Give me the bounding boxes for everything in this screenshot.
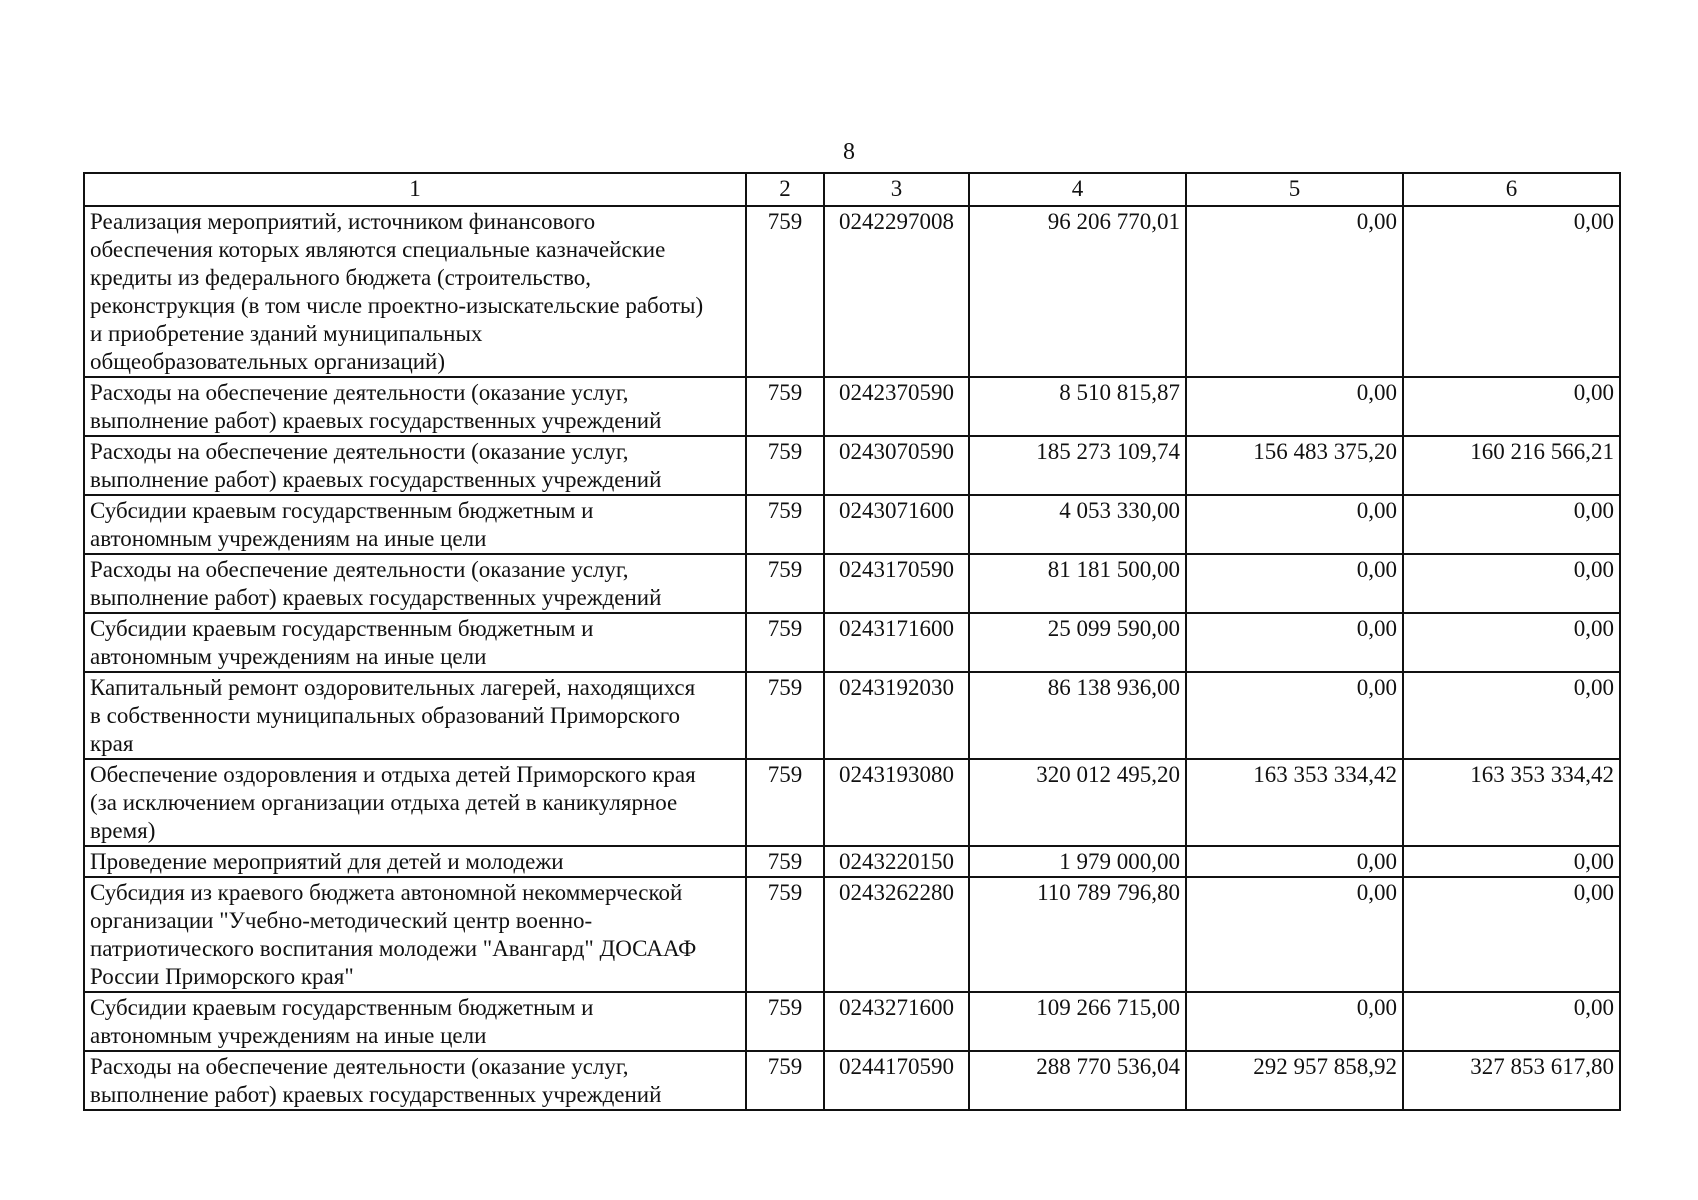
header-col-4: 4	[969, 173, 1186, 206]
row-amount-col5: 0,00	[1186, 992, 1403, 1051]
row-ministry-code: 759	[746, 759, 824, 846]
table-row	[84, 846, 1620, 877]
row-ministry-code: 759	[746, 613, 824, 672]
row-description	[84, 846, 746, 877]
row-description	[84, 436, 746, 495]
table-row	[84, 377, 1620, 436]
row-description-text: Обеспечение оздоровления и отдыха детей Приморского края (за исключением организации отдыха детей в каникулярное время)	[90, 762, 696, 843]
row-amount-col5: 0,00	[1186, 877, 1403, 992]
row-target-code: 0244170590	[824, 1051, 969, 1110]
row-amount-col4: 110 789 796,80	[969, 877, 1186, 992]
row-description	[84, 613, 746, 672]
row-target-code: 0242297008	[824, 206, 969, 377]
row-amount-col5: 163 353 334,42	[1186, 759, 1403, 846]
header-col-1: 1	[84, 173, 746, 206]
row-target-code: 0243070590	[824, 436, 969, 495]
table-row	[84, 436, 1620, 495]
row-description-text: Проведение мероприятий для детей и молодежи	[90, 849, 564, 874]
row-amount-col5: 0,00	[1186, 672, 1403, 759]
row-description-text: Расходы на обеспечение деятельности (оказание услуг, выполнение работ) краевых государственных учреждений	[90, 557, 662, 610]
row-amount-col4: 185 273 109,74	[969, 436, 1186, 495]
row-amount-col5: 0,00	[1186, 377, 1403, 436]
row-description	[84, 554, 746, 613]
row-description	[84, 206, 746, 377]
row-amount-col5: 0,00	[1186, 613, 1403, 672]
row-amount-col6: 0,00	[1403, 377, 1620, 436]
row-target-code: 0243170590	[824, 554, 969, 613]
row-description-text: Расходы на обеспечение деятельности (оказание услуг, выполнение работ) краевых государственных учреждений	[90, 439, 662, 492]
row-target-code: 0243271600	[824, 992, 969, 1051]
row-amount-col4: 25 099 590,00	[969, 613, 1186, 672]
row-ministry-code: 759	[746, 877, 824, 992]
table-row	[84, 877, 1620, 992]
row-ministry-code: 759	[746, 1051, 824, 1110]
row-amount-col6: 0,00	[1403, 992, 1620, 1051]
page-number: 8	[843, 139, 855, 165]
row-amount-col6: 0,00	[1403, 877, 1620, 992]
row-ministry-code: 759	[746, 992, 824, 1051]
table-row	[84, 992, 1620, 1051]
row-amount-col6: 0,00	[1403, 613, 1620, 672]
row-ministry-code: 759	[746, 436, 824, 495]
row-amount-col4: 109 266 715,00	[969, 992, 1186, 1051]
row-description	[84, 877, 746, 992]
row-target-code: 0243262280	[824, 877, 969, 992]
row-ministry-code: 759	[746, 554, 824, 613]
row-amount-col5: 0,00	[1186, 206, 1403, 377]
row-description-text: Расходы на обеспечение деятельности (оказание услуг, выполнение работ) краевых государственных учреждений	[90, 380, 662, 433]
row-target-code: 0243193080	[824, 759, 969, 846]
row-amount-col6: 327 853 617,80	[1403, 1051, 1620, 1110]
row-amount-col4: 86 138 936,00	[969, 672, 1186, 759]
row-target-code: 0243071600	[824, 495, 969, 554]
row-amount-col4: 288 770 536,04	[969, 1051, 1186, 1110]
table-row	[84, 672, 1620, 759]
row-amount-col4: 8 510 815,87	[969, 377, 1186, 436]
row-amount-col5: 0,00	[1186, 495, 1403, 554]
row-amount-col4: 1 979 000,00	[969, 846, 1186, 877]
row-description-text: Расходы на обеспечение деятельности (оказание услуг, выполнение работ) краевых государственных учреждений	[90, 1054, 662, 1107]
row-target-code: 0243192030	[824, 672, 969, 759]
row-description-text: Субсидия из краевого бюджета автономной некоммерческой организации "Учебно-методический центр военно- патриотического воспитания молодежи "Авангард" ДОСААФ России Приморского края"	[90, 880, 697, 989]
table-row	[84, 554, 1620, 613]
header-col-3: 3	[824, 173, 969, 206]
row-description	[84, 495, 746, 554]
row-amount-col4: 96 206 770,01	[969, 206, 1186, 377]
row-description-text: Капитальный ремонт оздоровительных лагерей, находящихся в собственности муниципальных образований Приморского края	[90, 675, 696, 756]
row-description	[84, 672, 746, 759]
row-target-code: 0242370590	[824, 377, 969, 436]
row-amount-col6: 0,00	[1403, 672, 1620, 759]
row-amount-col5: 0,00	[1186, 554, 1403, 613]
row-amount-col4: 320 012 495,20	[969, 759, 1186, 846]
row-amount-col6: 0,00	[1403, 846, 1620, 877]
table-header-row	[84, 173, 1620, 206]
row-amount-col4: 81 181 500,00	[969, 554, 1186, 613]
row-description	[84, 992, 746, 1051]
row-ministry-code: 759	[746, 206, 824, 377]
table-row	[84, 1051, 1620, 1110]
row-description	[84, 759, 746, 846]
row-target-code: 0243171600	[824, 613, 969, 672]
row-description-text: Реализация мероприятий, источником финансового обеспечения которых являются специальные казначейские кредиты из федерального бюджета (строительство, реконструкция (в том числе проектно-изыскательские работы) и приобретение зданий муниципальных общеобразовательных организаций)	[90, 209, 704, 374]
row-description	[84, 377, 746, 436]
row-amount-col5: 156 483 375,20	[1186, 436, 1403, 495]
row-description-text: Субсидии краевым государственным бюджетным и автономным учреждениям на иные цели	[90, 995, 594, 1048]
row-description-text: Субсидии краевым государственным бюджетным и автономным учреждениям на иные цели	[90, 498, 594, 551]
row-ministry-code: 759	[746, 672, 824, 759]
row-amount-col4: 4 053 330,00	[969, 495, 1186, 554]
row-amount-col5: 0,00	[1186, 846, 1403, 877]
row-amount-col6: 163 353 334,42	[1403, 759, 1620, 846]
row-amount-col6: 160 216 566,21	[1403, 436, 1620, 495]
row-description	[84, 1051, 746, 1110]
header-col-2: 2	[746, 173, 824, 206]
row-amount-col5: 292 957 858,92	[1186, 1051, 1403, 1110]
table-row	[84, 206, 1620, 377]
row-amount-col6: 0,00	[1403, 554, 1620, 613]
row-ministry-code: 759	[746, 495, 824, 554]
row-target-code: 0243220150	[824, 846, 969, 877]
row-amount-col6: 0,00	[1403, 206, 1620, 377]
table-row	[84, 495, 1620, 554]
table-row	[84, 759, 1620, 846]
row-ministry-code: 759	[746, 377, 824, 436]
header-col-5: 5	[1186, 173, 1403, 206]
row-amount-col6: 0,00	[1403, 495, 1620, 554]
header-col-6: 6	[1403, 173, 1620, 206]
row-description-text: Субсидии краевым государственным бюджетным и автономным учреждениям на иные цели	[90, 616, 594, 669]
budget-table	[83, 172, 1621, 1111]
table-row	[84, 613, 1620, 672]
row-ministry-code: 759	[746, 846, 824, 877]
